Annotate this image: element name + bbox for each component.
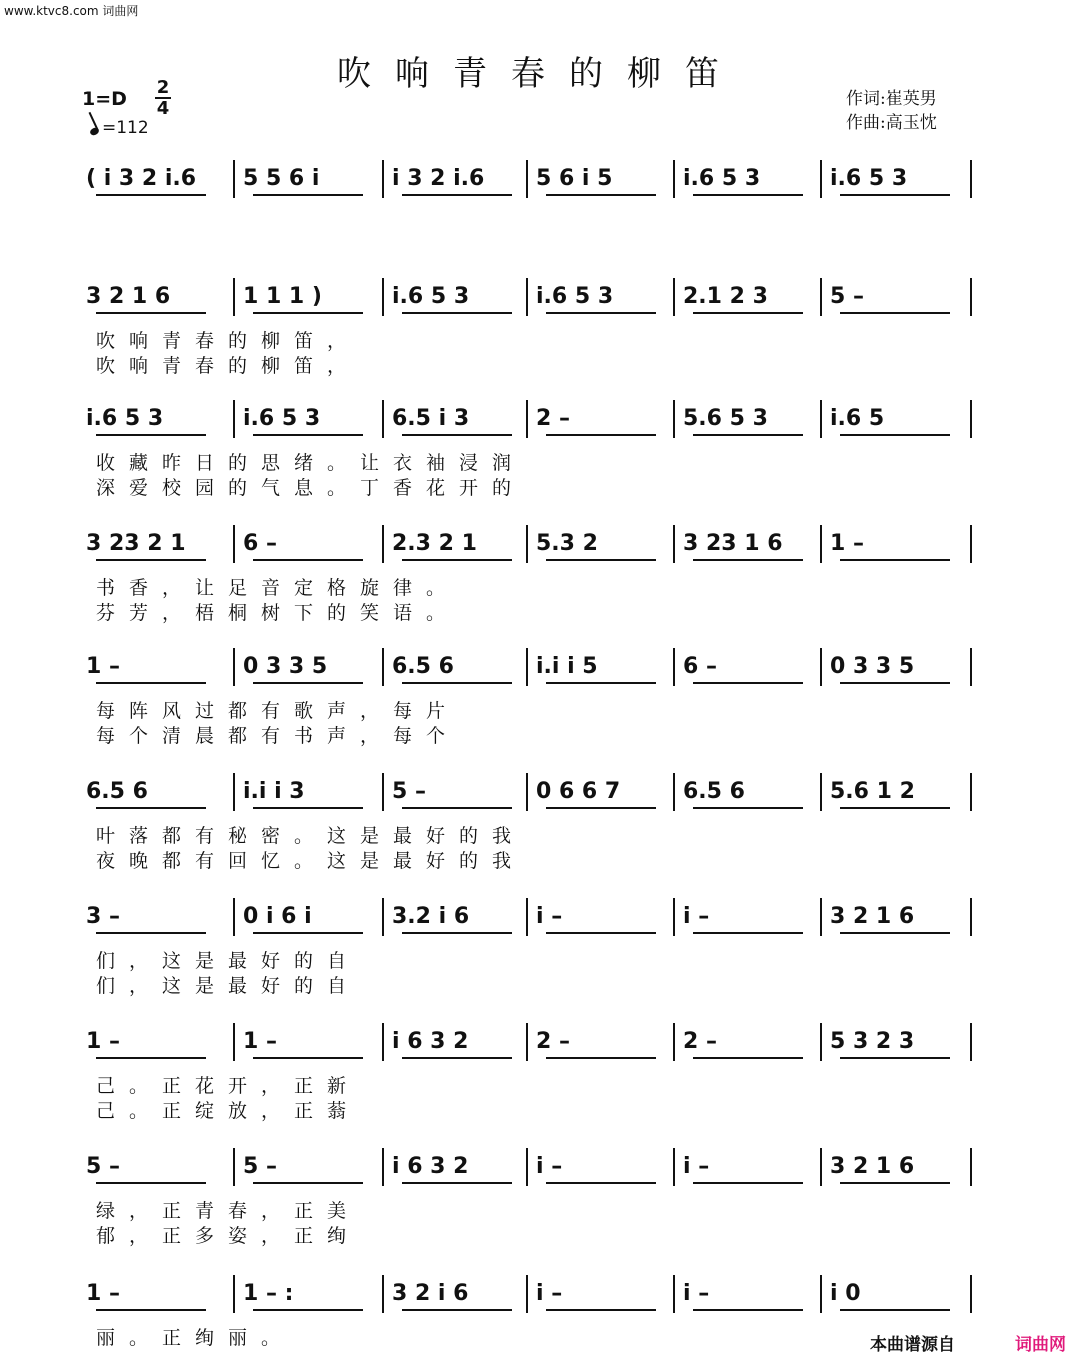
beat-underline xyxy=(96,1309,206,1311)
bar-line xyxy=(820,1275,822,1313)
beat-underline xyxy=(96,559,206,561)
beat-underline xyxy=(253,682,363,684)
bar-line xyxy=(233,525,235,563)
measure-notes: 6.5 6 xyxy=(392,654,454,679)
lyric-line-1: 丽。正绚丽。 xyxy=(96,1327,295,1349)
measure-notes: 5 – xyxy=(392,779,426,804)
beat-underline xyxy=(693,312,803,314)
beat-underline xyxy=(96,312,206,314)
beat-underline xyxy=(693,559,803,561)
lyric-line-1: 叶落都有秘密。这是最好的我 xyxy=(96,825,526,847)
bar-line xyxy=(820,400,822,438)
beat-underline xyxy=(253,434,363,436)
bar-line xyxy=(382,1275,384,1313)
tempo-marking xyxy=(90,118,149,138)
bar-line xyxy=(233,1023,235,1061)
bar-line xyxy=(820,898,822,936)
measure-notes: i – xyxy=(536,1281,563,1306)
beat-underline xyxy=(546,194,656,196)
beat-underline xyxy=(402,932,512,934)
beat-underline xyxy=(693,1309,803,1311)
measure-notes: ( i 3 2 i.6 xyxy=(86,166,197,191)
measure-notes: 1 1 1 ) xyxy=(243,284,322,309)
bar-line xyxy=(382,898,384,936)
bar-line xyxy=(382,648,384,686)
meter-top: 2 xyxy=(156,77,170,98)
bar-line xyxy=(673,648,675,686)
bar-line xyxy=(526,773,528,811)
beat-underline xyxy=(546,559,656,561)
measure-notes: 3 2 1 6 xyxy=(830,1154,915,1179)
song-title: 吹响青春的柳笛 xyxy=(337,54,743,94)
bar-line xyxy=(820,160,822,198)
bar-line xyxy=(526,160,528,198)
measure-notes: 5.6 5 3 xyxy=(683,406,768,431)
lyric-line-2: 们，这是最好的自 xyxy=(96,975,361,997)
measure-notes: 5 – xyxy=(86,1154,120,1179)
beat-underline xyxy=(402,1309,512,1311)
beat-underline xyxy=(402,434,512,436)
measure-notes: i 6 3 2 xyxy=(392,1029,469,1054)
beat-underline xyxy=(96,932,206,934)
beat-underline xyxy=(402,682,512,684)
bar-line xyxy=(673,898,675,936)
beat-underline xyxy=(693,194,803,196)
beat-underline xyxy=(402,194,512,196)
measure-notes: 6 – xyxy=(243,531,277,556)
lyric-line-2: 夜晚都有回忆。这是最好的我 xyxy=(96,850,526,872)
bar-line xyxy=(382,1023,384,1061)
beat-underline xyxy=(253,932,363,934)
lyric-line-2: 深爱校园的气息。丁香花开的 xyxy=(96,477,526,499)
bar-line xyxy=(673,400,675,438)
measure-notes: 0 i 6 i xyxy=(243,904,312,929)
measure-notes: 5 3 2 3 xyxy=(830,1029,915,1054)
bar-line xyxy=(673,160,675,198)
footer-site-logo: 词曲网 xyxy=(1015,1335,1066,1355)
measure-notes: i.6 5 3 xyxy=(86,406,164,431)
measure-notes: 1 – xyxy=(243,1029,277,1054)
beat-underline xyxy=(840,434,950,436)
beat-underline xyxy=(840,807,950,809)
beat-underline xyxy=(253,194,363,196)
beat-underline xyxy=(840,1182,950,1184)
beat-underline xyxy=(840,932,950,934)
bar-line xyxy=(526,278,528,316)
beat-underline xyxy=(96,807,206,809)
beat-underline xyxy=(546,434,656,436)
measure-notes: i.i i 3 xyxy=(243,779,305,804)
beat-underline xyxy=(402,807,512,809)
measure-notes: 1 – xyxy=(86,1029,120,1054)
measure-notes: 0 6 6 7 xyxy=(536,779,621,804)
beat-underline xyxy=(253,1057,363,1059)
bar-line xyxy=(673,1275,675,1313)
measure-notes: 2 – xyxy=(683,1029,717,1054)
beat-underline xyxy=(840,194,950,196)
time-signature xyxy=(154,78,172,118)
lyric-line-1: 每阵风过都有歌声，每片 xyxy=(96,700,460,722)
beat-underline xyxy=(253,1309,363,1311)
bar-line xyxy=(970,278,972,316)
bar-line xyxy=(970,898,972,936)
measure-notes: 3 2 i 6 xyxy=(392,1281,469,1306)
bar-line xyxy=(233,1275,235,1313)
measure-notes: i.6 5 3 xyxy=(683,166,761,191)
bar-line xyxy=(233,898,235,936)
beat-underline xyxy=(693,932,803,934)
tempo-value: =112 xyxy=(102,118,149,138)
lyric-line-1: 们，这是最好的自 xyxy=(96,950,361,972)
measure-notes: i – xyxy=(683,1154,710,1179)
bar-line xyxy=(526,1148,528,1186)
bar-line xyxy=(382,400,384,438)
quarter-note-icon xyxy=(89,126,100,136)
measure-notes: i.6 5 3 xyxy=(536,284,614,309)
measure-notes: 5.6 1 2 xyxy=(830,779,915,804)
measure-notes: 1 – xyxy=(86,1281,120,1306)
beat-underline xyxy=(253,1182,363,1184)
site-watermark: www.ktvc8.com 词曲网 xyxy=(4,4,139,18)
measure-notes: 1 – : xyxy=(243,1281,294,1306)
beat-underline xyxy=(96,1182,206,1184)
measure-notes: 5 5 6 i xyxy=(243,166,320,191)
bar-line xyxy=(382,773,384,811)
beat-underline xyxy=(546,682,656,684)
bar-line xyxy=(673,278,675,316)
lyric-line-1: 己。正花开，正新 xyxy=(96,1075,361,1097)
beat-underline xyxy=(253,559,363,561)
measure-notes: 6.5 i 3 xyxy=(392,406,470,431)
lyric-line-2: 郁，正多姿，正绚 xyxy=(96,1225,361,1247)
measure-notes: 5 – xyxy=(830,284,864,309)
bar-line xyxy=(673,525,675,563)
bar-line xyxy=(970,648,972,686)
lyric-line-1: 收藏昨日的思绪。让衣袖浸润 xyxy=(96,452,526,474)
measure-notes: i 0 xyxy=(830,1281,861,1306)
beat-underline xyxy=(693,1182,803,1184)
bar-line xyxy=(673,1023,675,1061)
measure-notes: i.6 5 3 xyxy=(392,284,470,309)
lyric-line-1: 书香，让足音定格旋律。 xyxy=(96,577,460,599)
bar-line xyxy=(820,278,822,316)
bar-line xyxy=(820,1148,822,1186)
bar-line xyxy=(820,525,822,563)
beat-underline xyxy=(546,932,656,934)
composer-credit: 作曲:高玉忱 xyxy=(846,113,937,133)
measure-notes: 0 3 3 5 xyxy=(830,654,915,679)
beat-underline xyxy=(253,807,363,809)
footer-source-label: 本曲谱源自 xyxy=(870,1335,955,1355)
beat-underline xyxy=(402,559,512,561)
bar-line xyxy=(526,898,528,936)
bar-line xyxy=(970,525,972,563)
bar-line xyxy=(526,1023,528,1061)
measure-notes: 2 – xyxy=(536,406,570,431)
bar-line xyxy=(526,400,528,438)
measure-notes: 5 – xyxy=(243,1154,277,1179)
lyric-line-1: 吹响青春的柳笛， xyxy=(96,330,361,352)
measure-notes: 6.5 6 xyxy=(86,779,148,804)
measure-notes: 3 23 2 1 xyxy=(86,531,186,556)
measure-notes: i.6 5 3 xyxy=(830,166,908,191)
measure-notes: 0 3 3 5 xyxy=(243,654,328,679)
bar-line xyxy=(970,1023,972,1061)
lyric-line-2: 芬芳，梧桐树下的笑语。 xyxy=(96,602,460,624)
measure-notes: i – xyxy=(683,1281,710,1306)
lyric-line-2: 吹响青春的柳笛， xyxy=(96,355,361,377)
bar-line xyxy=(382,278,384,316)
bar-line xyxy=(233,648,235,686)
bar-line xyxy=(382,160,384,198)
beat-underline xyxy=(693,434,803,436)
bar-line xyxy=(526,1275,528,1313)
bar-line xyxy=(526,525,528,563)
lyric-line-2: 每个清晨都有书声，每个 xyxy=(96,725,460,747)
measure-notes: i – xyxy=(536,904,563,929)
beat-underline xyxy=(840,1057,950,1059)
lyricist-credit: 作词:崔英男 xyxy=(846,89,937,109)
beat-underline xyxy=(402,1057,512,1059)
bar-line xyxy=(233,400,235,438)
beat-underline xyxy=(546,1057,656,1059)
beat-underline xyxy=(96,434,206,436)
beat-underline xyxy=(693,1057,803,1059)
bar-line xyxy=(970,773,972,811)
beat-underline xyxy=(840,559,950,561)
bar-line xyxy=(970,160,972,198)
beat-underline xyxy=(546,807,656,809)
beat-underline xyxy=(840,682,950,684)
beat-underline xyxy=(96,1057,206,1059)
bar-line xyxy=(382,1148,384,1186)
measure-notes: i – xyxy=(683,904,710,929)
bar-line xyxy=(673,1148,675,1186)
measure-notes: i.6 5 3 xyxy=(243,406,321,431)
measure-notes: 6.5 6 xyxy=(683,779,745,804)
measure-notes: 3.2 i 6 xyxy=(392,904,470,929)
beat-underline xyxy=(546,1182,656,1184)
measure-notes: 2 – xyxy=(536,1029,570,1054)
measure-notes: i 3 2 i.6 xyxy=(392,166,485,191)
bar-line xyxy=(233,773,235,811)
beat-underline xyxy=(253,312,363,314)
measure-notes: 3 2 1 6 xyxy=(830,904,915,929)
measure-notes: 5 6 i 5 xyxy=(536,166,613,191)
measure-notes: 1 – xyxy=(86,654,120,679)
bar-line xyxy=(233,278,235,316)
lyric-line-1: 绿，正青春，正美 xyxy=(96,1200,361,1222)
beat-underline xyxy=(693,807,803,809)
beat-underline xyxy=(402,312,512,314)
bar-line xyxy=(233,160,235,198)
beat-underline xyxy=(840,1309,950,1311)
bar-line xyxy=(673,773,675,811)
lyric-line-2: 己。正绽放，正蓊 xyxy=(96,1100,361,1122)
measure-notes: i 6 3 2 xyxy=(392,1154,469,1179)
bar-line xyxy=(970,400,972,438)
measure-notes: 1 – xyxy=(830,531,864,556)
bar-line xyxy=(970,1148,972,1186)
bar-line xyxy=(820,773,822,811)
beat-underline xyxy=(96,194,206,196)
measure-notes: i.i i 5 xyxy=(536,654,598,679)
bar-line xyxy=(233,1148,235,1186)
measure-notes: 2.3 2 1 xyxy=(392,531,477,556)
beat-underline xyxy=(546,312,656,314)
bar-line xyxy=(382,525,384,563)
measure-notes: 3 23 1 6 xyxy=(683,531,783,556)
measure-notes: 3 2 1 6 xyxy=(86,284,171,309)
measure-notes: 6 – xyxy=(683,654,717,679)
beat-underline xyxy=(96,682,206,684)
bar-line xyxy=(820,1023,822,1061)
measure-notes: i.6 5 xyxy=(830,406,885,431)
bar-line xyxy=(970,1275,972,1313)
beat-underline xyxy=(402,1182,512,1184)
bar-line xyxy=(820,648,822,686)
measure-notes: 2.1 2 3 xyxy=(683,284,768,309)
meter-bottom: 4 xyxy=(156,98,170,119)
beat-underline xyxy=(546,1309,656,1311)
beat-underline xyxy=(840,312,950,314)
beat-underline xyxy=(693,682,803,684)
measure-notes: 5.3 2 xyxy=(536,531,598,556)
measure-notes: i – xyxy=(536,1154,563,1179)
bar-line xyxy=(526,648,528,686)
key-signature: 1=D xyxy=(82,88,127,110)
measure-notes: 3 – xyxy=(86,904,120,929)
